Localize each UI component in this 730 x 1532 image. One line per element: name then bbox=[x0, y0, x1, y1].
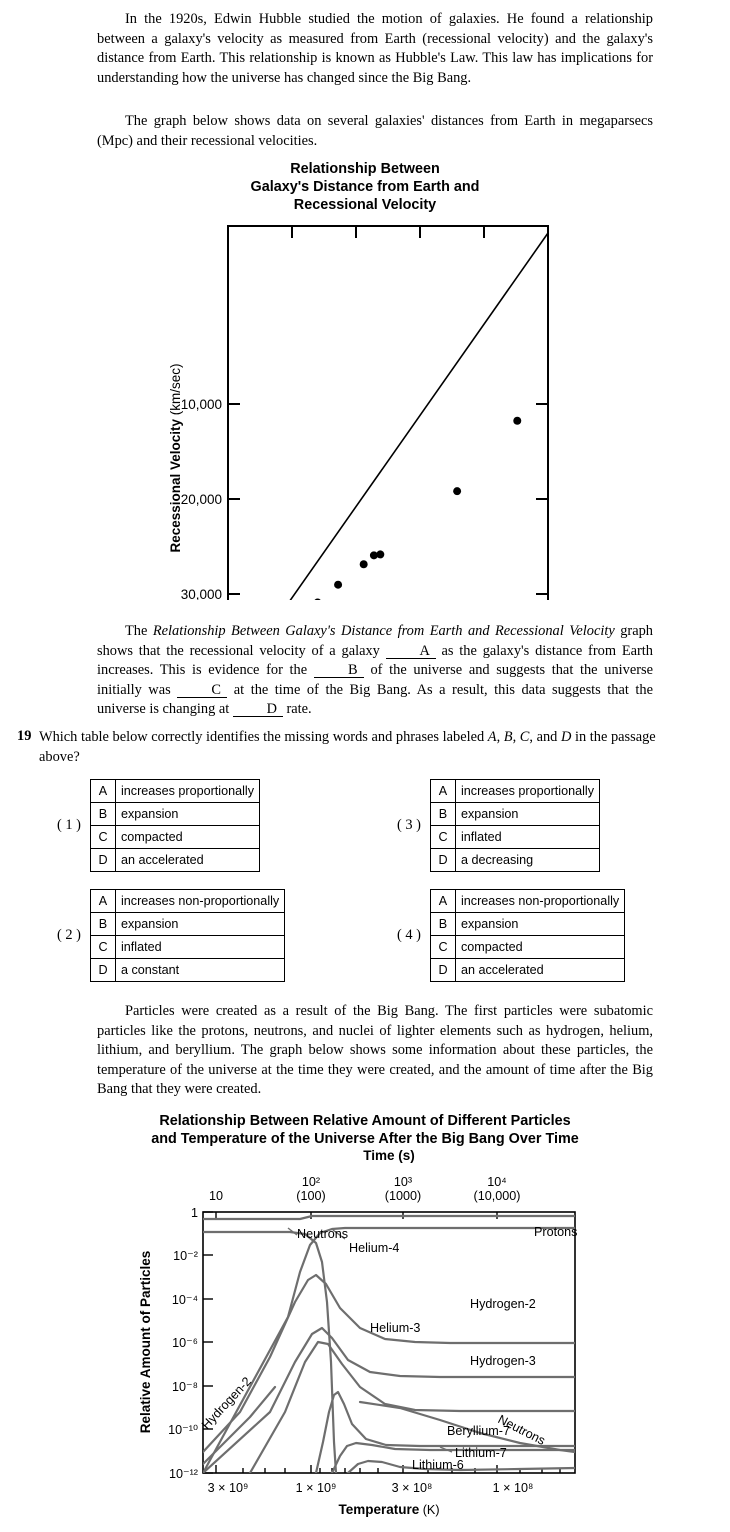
answer-choice-2[interactable] bbox=[48, 889, 285, 982]
chart1-title: Relationship Between Galaxy's Distance from Earth and Recessional Velocity bbox=[250, 161, 480, 213]
scatter-point bbox=[334, 581, 342, 589]
chart2-xaxis-label: Temperature (K) bbox=[338, 1502, 440, 1517]
table-row bbox=[91, 959, 285, 982]
choice-1-key-b: B bbox=[91, 803, 116, 826]
table-row bbox=[431, 803, 600, 826]
table-row bbox=[431, 959, 625, 982]
fill-seg-3: as the galaxy's distance from Earth increases. This is evidence for the bbox=[97, 642, 653, 679]
choice-1-val-b: expansion bbox=[116, 803, 260, 826]
fill-in-paragraph bbox=[97, 622, 653, 720]
chart2-toptick-1000: (1000) bbox=[384, 1189, 422, 1203]
choice-2-label: ( 2 ) bbox=[57, 927, 81, 943]
answer-choice-3[interactable] bbox=[388, 779, 600, 872]
chart2-xtick-3e9: 3 × 10⁹ bbox=[207, 1481, 249, 1495]
passage2-paragraph-1: Particles were created as a result of the Big Bang. The first particles were subatomic particles like the protons, neutrons, and nuclei of lighter elements such as hydrogen, helium, lithium, and beryllium. The graph below shows some information about these particles, the temperature of the universe at the time they were created, and the amount of time after the Big Bang that they were created. bbox=[97, 1003, 653, 1098]
label-hydrogen3: Hydrogen-3 bbox=[470, 1354, 536, 1368]
choice-1-key-c: C bbox=[91, 826, 116, 849]
table-row bbox=[431, 890, 625, 913]
table-row bbox=[91, 890, 285, 913]
choice-4-key-d: D bbox=[431, 959, 456, 982]
choice-3-key-d: D bbox=[431, 849, 456, 872]
choice-3-label: ( 3 ) bbox=[397, 817, 421, 833]
chart1-svg bbox=[0, 160, 730, 600]
chart2-xtick-1e9: 1 × 10⁹ bbox=[295, 1481, 337, 1495]
choice-1-val-d: an accelerated bbox=[116, 849, 260, 872]
scatter-point bbox=[513, 417, 521, 425]
question-label-c: C bbox=[519, 729, 530, 745]
table-row bbox=[91, 780, 260, 803]
choice-2-val-c: inflated bbox=[116, 936, 285, 959]
choice-3-table bbox=[430, 779, 600, 872]
table-row bbox=[91, 826, 260, 849]
blank-b: B bbox=[314, 664, 364, 678]
scatter-point bbox=[376, 550, 384, 558]
chart1-yaxis-label: Recessional Velocity (km/sec) bbox=[168, 363, 183, 553]
table-row bbox=[431, 936, 625, 959]
fill-seg-1: The bbox=[125, 623, 153, 639]
choice-1-key-a: A bbox=[91, 780, 116, 803]
chart2-toptick-10000: (10,000) bbox=[473, 1189, 521, 1203]
answer-choice-4[interactable] bbox=[388, 889, 625, 982]
choice-2-val-d: a constant bbox=[116, 959, 285, 982]
question-label-b: B bbox=[503, 729, 513, 745]
choice-4-key-c: C bbox=[431, 936, 456, 959]
passage-paragraph-1: In the 1920s, Edwin Hubble studied the motion of galaxies. He found a relationship between a galaxy's velocity as measured from Earth (recessional velocity) and the galaxy's distance from Earth. This relationship is known as Hubble's Law. This law has implications for understanding how the universe has changed since the Big Bang. bbox=[97, 11, 653, 86]
chart2-ytick-1e-2: 10⁻² bbox=[173, 1249, 198, 1263]
choice-4-val-b: expansion bbox=[456, 913, 625, 936]
choice-1-label: ( 1 ) bbox=[57, 817, 81, 833]
choice-2-key-a: A bbox=[91, 890, 116, 913]
question-label-a: A bbox=[487, 729, 497, 745]
question-text-before: Which table below correctly identifies the missing words and phrases labeled bbox=[39, 729, 488, 745]
choice-1-val-a: increases proportionally bbox=[116, 780, 260, 803]
chart1-ytick-30000: 30,000 bbox=[180, 587, 222, 600]
choice-4-val-a: increases non-proportionally bbox=[456, 890, 625, 913]
choice-2-val-b: expansion bbox=[116, 913, 285, 936]
choice-2-key-c: C bbox=[91, 936, 116, 959]
choice-2-table bbox=[90, 889, 285, 982]
choice-2-val-a: increases non-proportionally bbox=[116, 890, 285, 913]
chart2-toptick-1000-exp: 10³ bbox=[393, 1175, 413, 1189]
chart2-xtick-3e8: 3 × 10⁸ bbox=[391, 1481, 433, 1495]
choice-4-label: ( 4 ) bbox=[397, 927, 421, 943]
choice-3-val-b: expansion bbox=[456, 803, 600, 826]
fill-seg-4: of the universe and suggests that the universe initially was bbox=[97, 662, 653, 698]
chart2-ytick-1e-8: 10⁻⁸ bbox=[172, 1380, 198, 1394]
choice-1-table bbox=[90, 779, 260, 872]
choice-1-val-c: compacted bbox=[116, 826, 260, 849]
chart2-toptick-100-exp: 10² bbox=[301, 1175, 321, 1189]
label-beryllium7: Beryllium-7 bbox=[447, 1424, 510, 1438]
chart2-ytick-1e-12: 10⁻¹² bbox=[168, 1467, 198, 1481]
hubble-scatter-chart bbox=[0, 160, 730, 600]
blank-d: D bbox=[233, 703, 283, 717]
chart2-toptick-100: (100) bbox=[296, 1189, 326, 1203]
fill-italic-title: Relationship Between Galaxy's Distance from Earth and Recessional Velocity bbox=[152, 623, 615, 639]
chart1-ytick-10000: 10,000 bbox=[180, 397, 222, 412]
table-row bbox=[431, 913, 625, 936]
label-lithium6: Lithium-6 bbox=[412, 1458, 464, 1472]
fill-seg-6: rate. bbox=[282, 701, 312, 718]
chart2-svg bbox=[0, 1112, 730, 1532]
fill-seg-5: at the time of the Big Bang. As a result, this data suggests that the universe is changing at bbox=[97, 681, 653, 718]
choice-4-val-d: an accelerated bbox=[456, 959, 625, 982]
chart2-toptick-10: 10 bbox=[208, 1189, 224, 1203]
question-text-after: in the passage above? bbox=[39, 729, 656, 765]
chart2-top-axis-label: Time (s) bbox=[363, 1148, 415, 1163]
choice-4-table bbox=[430, 889, 625, 982]
chart2-title: Relationship Between Relative Amount of Different Particles and Temperature of the Universe After the Big Bang Over Time bbox=[151, 1113, 579, 1147]
answer-choice-1[interactable] bbox=[48, 779, 260, 872]
label-hydrogen2: Hydrogen-2 bbox=[470, 1297, 536, 1311]
label-protons: Protons bbox=[534, 1225, 578, 1239]
label-helium3: Helium-3 bbox=[370, 1321, 421, 1335]
table-row bbox=[431, 780, 600, 803]
choice-3-val-c: inflated bbox=[456, 826, 600, 849]
table-row bbox=[431, 849, 600, 872]
scatter-point bbox=[360, 560, 368, 568]
table-row bbox=[91, 803, 260, 826]
choice-3-val-d: a decreasing bbox=[456, 849, 600, 872]
question-sep-2: , bbox=[512, 729, 520, 745]
question-label-d: D bbox=[560, 729, 572, 745]
scatter-point bbox=[453, 487, 461, 495]
chart2-xtick-1e8: 1 × 10⁸ bbox=[492, 1481, 534, 1495]
choice-3-key-a: A bbox=[431, 780, 456, 803]
fill-seg-2: graph shows that the recessional velocity of a galaxy bbox=[97, 623, 653, 659]
table-row bbox=[431, 826, 600, 849]
table-row bbox=[91, 849, 260, 872]
chart2-toptick-10000-exp: 10⁴ bbox=[487, 1175, 507, 1189]
choice-3-key-b: B bbox=[431, 803, 456, 826]
passage-paragraph-2: The graph below shows data on several galaxies' distances from Earth in megaparsecs (Mpc) and their recessional velocities. bbox=[97, 113, 653, 149]
choice-2-key-d: D bbox=[91, 959, 116, 982]
label-helium4: Helium-4 bbox=[349, 1241, 400, 1255]
choice-1-key-d: D bbox=[91, 849, 116, 872]
question-sep-3: , and bbox=[529, 729, 561, 745]
chart2-ytick-1e-10: 10⁻¹⁰ bbox=[168, 1423, 198, 1437]
question-text bbox=[39, 728, 661, 767]
chart2-yaxis-label: Relative Amount of Particles bbox=[138, 1250, 153, 1434]
chart2-ytick-1e-4: 10⁻⁴ bbox=[171, 1293, 198, 1307]
blank-c: C bbox=[177, 684, 227, 698]
table-row bbox=[91, 936, 285, 959]
choice-4-key-a: A bbox=[431, 890, 456, 913]
blank-a: A bbox=[386, 645, 436, 659]
table-row bbox=[91, 913, 285, 936]
choice-4-val-c: compacted bbox=[456, 936, 625, 959]
label-neutrons-late: Neutrons bbox=[495, 1412, 548, 1448]
choice-3-key-c: C bbox=[431, 826, 456, 849]
chart1-ytick-20000: 20,000 bbox=[180, 492, 222, 507]
label-neutrons-early: Neutrons bbox=[297, 1227, 349, 1241]
choice-2-key-b: B bbox=[91, 913, 116, 936]
question-sep-1: , bbox=[496, 729, 504, 745]
choice-4-key-b: B bbox=[431, 913, 456, 936]
chart2-ytick-1e-6: 10⁻⁶ bbox=[172, 1336, 198, 1350]
question-number: 19 bbox=[17, 728, 32, 744]
particles-line-chart bbox=[0, 1112, 730, 1532]
label-hydrogen2-left: Hydrogen-2 bbox=[198, 1374, 255, 1433]
choice-3-val-a: increases proportionally bbox=[456, 780, 600, 803]
chart2-ytick-1: 1 bbox=[190, 1206, 198, 1220]
label-lithium7: Lithium-7 bbox=[455, 1446, 507, 1460]
